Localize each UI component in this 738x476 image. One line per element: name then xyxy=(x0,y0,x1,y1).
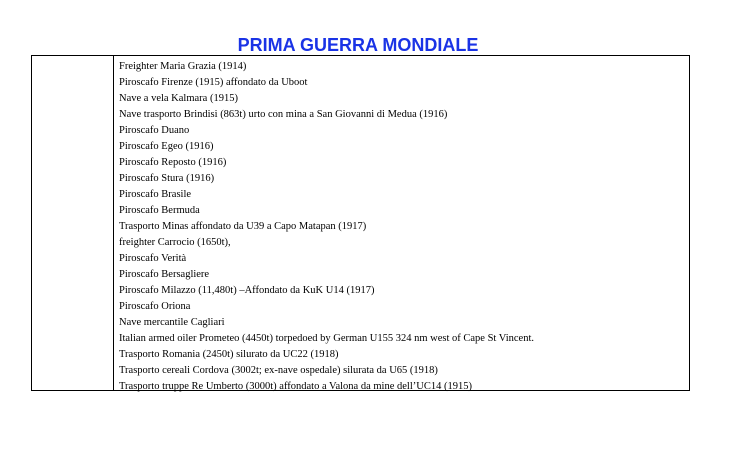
ship-entry: Trasporto Minas affondato da U39 a Capo Matapan (1917) xyxy=(119,221,367,232)
ship-entry: Trasporto cereali Cordova (3002t; ex-nave ospedale) silurata da U65 (1918) xyxy=(119,365,438,376)
ship-entry: Piroscafo Reposto (1916) xyxy=(119,157,227,168)
ship-entry: Freighter Maria Grazia (1914) xyxy=(119,61,247,72)
ship-entry: Nave trasporto Brindisi (863t) urto con mina a San Giovanni di Medua (1916) xyxy=(119,109,448,120)
ship-entry: Piroscafo Bersagliere xyxy=(119,269,210,280)
page-title: PRIMA GUERRA MONDIALE xyxy=(237,35,479,55)
ship-entry: Piroscafo Brasile xyxy=(119,189,192,200)
ship-entry: Piroscafo Duano xyxy=(119,125,190,136)
ship-entry: Piroscafo Milazzo (11,480t) –Affondato da KuK U14 (1917) xyxy=(119,285,375,296)
ship-entry: Nave a vela Kalmara (1915) xyxy=(119,93,238,104)
ship-entry: Piroscafo Bermuda xyxy=(119,205,200,216)
ship-entry: Trasporto truppe Re Umberto (3000t) affondato a Valona da mine dell’UC14 (1915) xyxy=(119,381,472,392)
ship-entry: Piroscafo Verità xyxy=(119,253,187,264)
ship-entry: Trasporto Romania (2450t) silurato da UC22 (1918) xyxy=(119,349,339,360)
ship-entry: Piroscafo Firenze (1915) affondato da Uboot xyxy=(119,77,308,88)
ship-entry: Italian armed oiler Prometeo (4450t) torpedoed by German U155 324 nm west of Cape St Vincent. xyxy=(119,333,534,344)
ship-entry: Piroscafo Egeo (1916) xyxy=(119,141,214,152)
ship-entry: Piroscafo Oriona xyxy=(119,301,191,312)
ship-table xyxy=(31,55,690,391)
ship-list xyxy=(119,59,534,395)
ship-entry: Nave mercantile Cagliari xyxy=(119,317,225,328)
ship-entry: freighter Carrocio (1650t), xyxy=(119,237,231,248)
ship-entry: Piroscafo Stura (1916) xyxy=(119,173,215,184)
empty-left-cell xyxy=(32,56,114,390)
